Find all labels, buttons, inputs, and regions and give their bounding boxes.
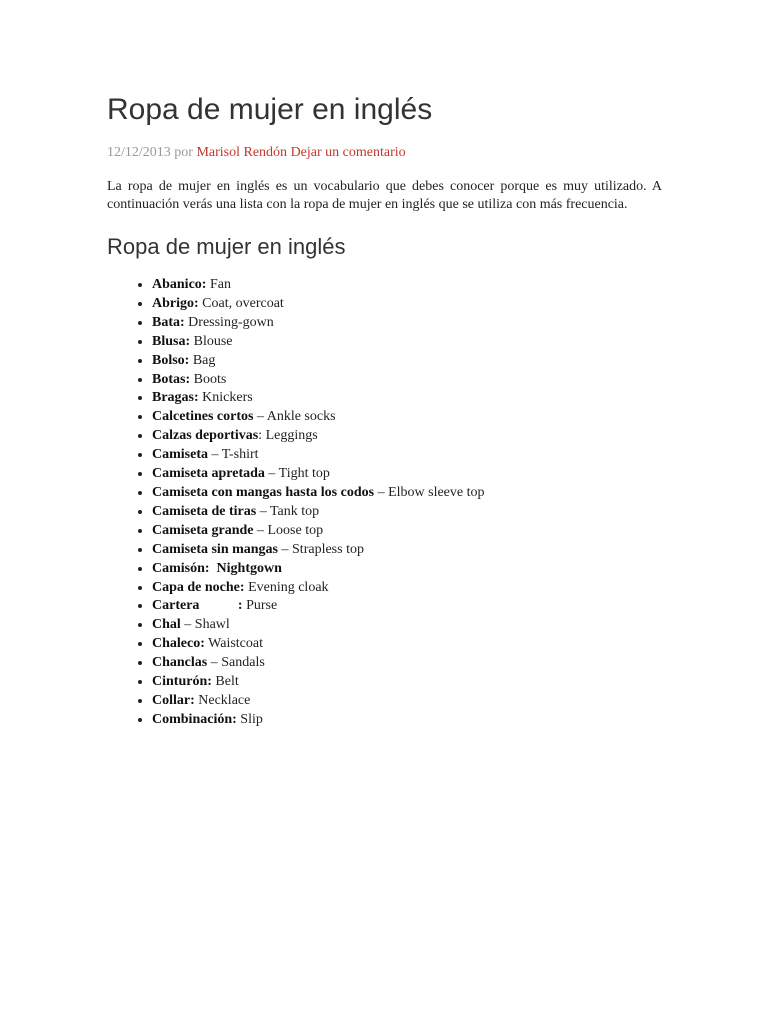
list-item (152, 635, 662, 654)
list-item (152, 579, 662, 598)
page-title: Ropa de mujer en inglés (107, 93, 433, 126)
list-item (152, 616, 662, 635)
list-item (152, 522, 662, 541)
term-spanish: Collar: (152, 692, 195, 708)
term-english: Strapless top (292, 541, 364, 557)
term-spanish: Cartera : (152, 598, 243, 614)
term-spanish: Bata: (152, 314, 185, 330)
list-item (152, 503, 662, 522)
list-item (152, 314, 662, 333)
term-spanish: Bragas: (152, 390, 199, 406)
term-spanish: Cinturón: (152, 674, 212, 690)
term-separator: – (256, 503, 270, 519)
term-spanish: Camiseta grande (152, 522, 254, 538)
list-item (152, 484, 662, 503)
term-spanish: Chal (152, 617, 181, 633)
term-english: Coat, overcoat (202, 295, 284, 311)
term-spanish: Camisón: Nightgown (152, 560, 282, 576)
list-item (152, 541, 662, 560)
term-separator: – (278, 541, 293, 557)
term-spanish: Botas: (152, 371, 191, 387)
term-spanish: Camiseta con mangas hasta los codos (152, 484, 375, 500)
by-label: por (174, 145, 193, 160)
term-english: Blouse (193, 333, 233, 349)
term-english: Loose top (267, 522, 324, 538)
article (107, 86, 662, 730)
term-english: Bag (192, 352, 216, 368)
term-spanish: Camiseta apretada (152, 466, 265, 482)
term-spanish: Chaleco: (152, 636, 205, 652)
term-english: T-shirt (221, 447, 259, 463)
term-english: Boots (193, 371, 227, 387)
term-spanish: Camiseta de tiras (152, 503, 257, 519)
term-spanish: Calcetines cortos (152, 409, 254, 425)
term-separator: – (208, 447, 222, 463)
term-english: Slip (240, 711, 263, 727)
list-item (152, 427, 662, 446)
post-date: 12/12/2013 (107, 145, 171, 160)
term-english: Tight top (278, 466, 330, 482)
term-english: Fan (209, 277, 231, 292)
list-item (152, 352, 662, 371)
term-english: Evening cloak (248, 579, 329, 595)
term-english: Necklace (198, 692, 251, 708)
term-english: Ankle socks (266, 409, 336, 425)
author-link[interactable]: Marisol Rendón (196, 145, 288, 160)
term-english: Sandals (221, 655, 265, 671)
term-spanish: Abrigo: (152, 295, 199, 311)
term-spanish: Calzas deportivas (152, 428, 259, 444)
list-item (152, 654, 662, 673)
term-spanish: Capa de noche: (152, 579, 245, 595)
term-spanish: Combinación: (152, 711, 237, 727)
list-item (152, 389, 662, 408)
intro-paragraph: La ropa de mujer en inglés es un vocabulario que debes conocer porque es muy utilizado. A continuación verás una lista con la ropa de mujer en inglés que se utiliza con más frecuencia. (107, 179, 662, 212)
list-item (152, 673, 662, 692)
term-spanish: Abanico: (152, 277, 207, 292)
term-separator: : (258, 428, 266, 444)
leave-comment-link[interactable]: Dejar un comentario (290, 145, 406, 160)
term-separator: – (264, 466, 279, 482)
vocabulary-list (107, 276, 662, 730)
list-item (152, 465, 662, 484)
term-separator: – (374, 484, 389, 500)
term-spanish: Camiseta sin mangas (152, 541, 279, 557)
list-item (152, 408, 662, 427)
term-english: Shawl (194, 617, 230, 633)
term-english: Elbow sleeve top (388, 484, 485, 500)
list-item (152, 295, 662, 314)
term-separator: – (253, 409, 267, 425)
term-spanish: Camiseta (152, 447, 208, 463)
term-english: Purse (246, 598, 278, 614)
section-heading: Ropa de mujer en inglés (107, 234, 346, 259)
list-item (152, 276, 662, 295)
term-english: Leggings (265, 428, 318, 444)
term-english: Belt (215, 674, 239, 690)
term-english: Waistcoat (208, 636, 263, 652)
list-item (152, 560, 662, 579)
list-item (152, 371, 662, 390)
term-separator: – (253, 522, 268, 538)
list-item (152, 446, 662, 465)
list-item (152, 711, 662, 730)
post-meta (107, 144, 662, 162)
term-separator: – (207, 655, 222, 671)
term-spanish: Bolso: (152, 352, 190, 368)
term-separator: – (180, 617, 195, 633)
list-item (152, 692, 662, 711)
term-english: Knickers (202, 390, 253, 406)
term-spanish: Blusa: (152, 333, 191, 349)
list-item (152, 597, 662, 616)
term-english: Dressing-gown (188, 314, 274, 330)
list-item (152, 333, 662, 352)
term-english: Tank top (269, 503, 320, 519)
term-spanish: Chanclas (152, 655, 208, 671)
